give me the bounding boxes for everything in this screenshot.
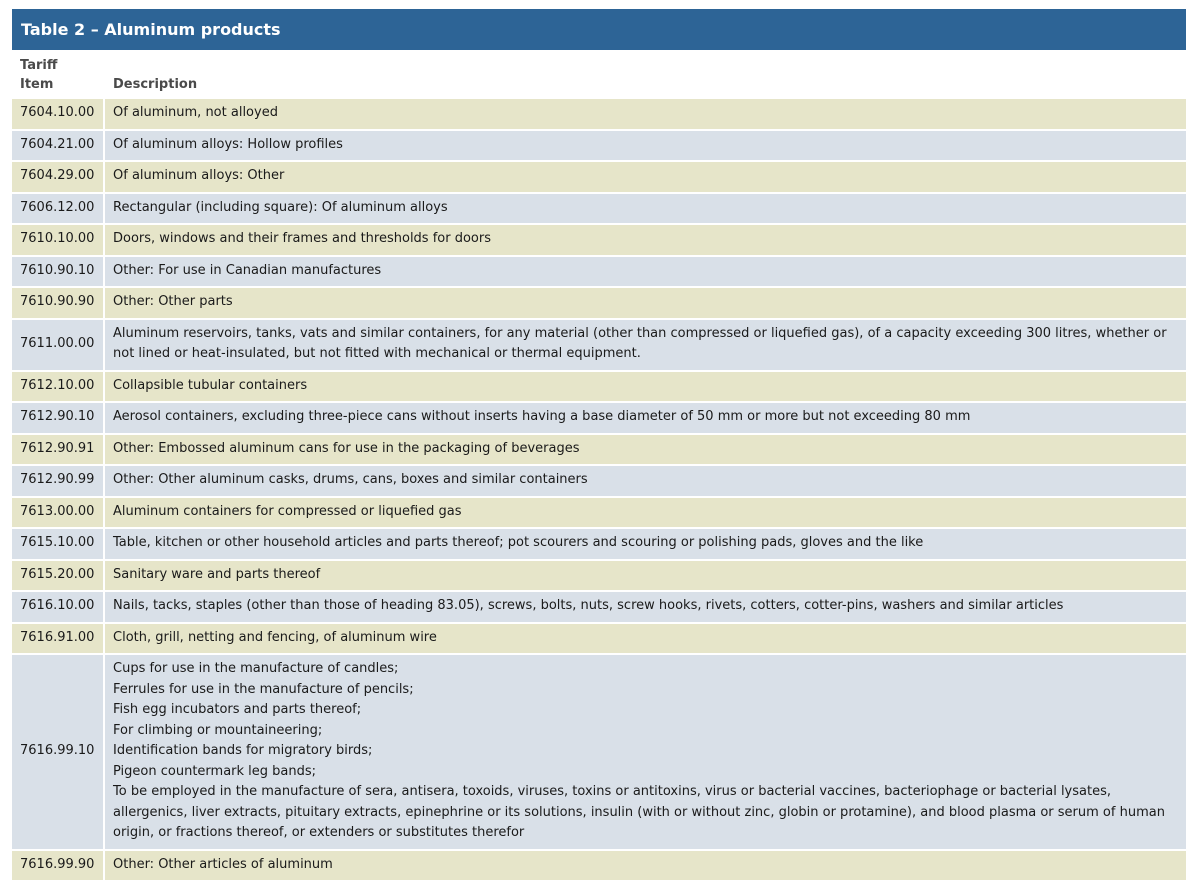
tariff-item-cell: 7606.12.00 xyxy=(12,194,105,226)
description-cell xyxy=(105,225,1186,257)
description-line: Table, kitchen or other household articles and parts thereof; pot scourers and scouring or polishing pads, gloves and the like xyxy=(113,533,1178,554)
table-row xyxy=(12,162,1186,194)
description-line: Aluminum reservoirs, tanks, vats and similar containers, for any material (other than compressed or liquefied gas), of a capacity exceeding 300 litres, whether or not lined or heat-insulated, but not fitted with mechanical or thermal equipment. xyxy=(113,324,1178,365)
tariff-item-cell: 7610.90.90 xyxy=(12,288,105,320)
description-cell xyxy=(105,592,1186,624)
description-line: Doors, windows and their frames and thresholds for doors xyxy=(113,229,1178,250)
table-row xyxy=(12,320,1186,372)
description-line: Rectangular (including square): Of aluminum alloys xyxy=(113,198,1178,219)
table-row xyxy=(12,131,1186,163)
tariff-item-cell: 7616.10.00 xyxy=(12,592,105,624)
description-cell xyxy=(105,194,1186,226)
description-line: Other: Embossed aluminum cans for use in the packaging of beverages xyxy=(113,439,1178,460)
table-row xyxy=(12,498,1186,530)
description-line: Aluminum containers for compressed or liquefied gas xyxy=(113,502,1178,523)
description-line: Other: Other parts xyxy=(113,292,1178,313)
tariff-item-cell: 7615.10.00 xyxy=(12,529,105,561)
table-caption: Table 2 – Aluminum products xyxy=(12,9,1186,50)
description-line: Of aluminum, not alloyed xyxy=(113,103,1178,124)
description-line: Cloth, grill, netting and fencing, of aluminum wire xyxy=(113,628,1178,649)
description-line: Pigeon countermark leg bands; xyxy=(113,762,1178,783)
description-cell xyxy=(105,529,1186,561)
table-row xyxy=(12,529,1186,561)
description-cell xyxy=(105,162,1186,194)
table-row xyxy=(12,372,1186,404)
description-cell xyxy=(105,851,1186,882)
description-line: Sanitary ware and parts thereof xyxy=(113,565,1178,586)
tariff-item-cell: 7612.90.10 xyxy=(12,403,105,435)
description-line: Aerosol containers, excluding three-piece cans without inserts having a base diameter of 50 mm or more but not exceeding 80 mm xyxy=(113,407,1178,428)
description-cell xyxy=(105,624,1186,656)
table-body xyxy=(12,99,1186,882)
table-row xyxy=(12,288,1186,320)
table-row xyxy=(12,466,1186,498)
tariff-item-cell: 7616.99.10 xyxy=(12,655,105,851)
tariff-item-cell: 7604.29.00 xyxy=(12,162,105,194)
description-cell xyxy=(105,498,1186,530)
table-row xyxy=(12,624,1186,656)
description-cell xyxy=(105,372,1186,404)
tariff-item-cell: 7604.10.00 xyxy=(12,99,105,131)
description-cell xyxy=(105,655,1186,851)
tariff-item-cell: 7610.10.00 xyxy=(12,225,105,257)
header-description: Description xyxy=(105,50,1186,99)
table-row xyxy=(12,99,1186,131)
description-line: Of aluminum alloys: Other xyxy=(113,166,1178,187)
description-cell xyxy=(105,257,1186,289)
description-line: Other: Other articles of aluminum xyxy=(113,855,1178,876)
tariff-item-cell: 7612.10.00 xyxy=(12,372,105,404)
header-tariff-item xyxy=(12,50,105,99)
table-row xyxy=(12,225,1186,257)
tariff-item-cell: 7611.00.00 xyxy=(12,320,105,372)
description-line: For climbing or mountaineering; xyxy=(113,721,1178,742)
description-line: Other: For use in Canadian manufactures xyxy=(113,261,1178,282)
tariff-item-cell: 7616.91.00 xyxy=(12,624,105,656)
description-cell xyxy=(105,561,1186,593)
table-row xyxy=(12,435,1186,467)
description-line: Identification bands for migratory birds; xyxy=(113,741,1178,762)
tariff-item-cell: 7610.90.10 xyxy=(12,257,105,289)
description-line: Cups for use in the manufacture of candles; xyxy=(113,659,1178,680)
table-container xyxy=(12,9,1186,882)
description-cell xyxy=(105,288,1186,320)
tariff-item-cell: 7615.20.00 xyxy=(12,561,105,593)
tariff-item-cell: 7616.99.90 xyxy=(12,851,105,882)
description-line: Collapsible tubular containers xyxy=(113,376,1178,397)
description-cell xyxy=(105,131,1186,163)
description-cell xyxy=(105,99,1186,131)
description-line: Other: Other aluminum casks, drums, cans, boxes and similar containers xyxy=(113,470,1178,491)
description-line: To be employed in the manufacture of sera, antisera, toxoids, viruses, toxins or antitoxins, virus or bacterial vaccines, bacteriophage or bacterial lysates, allergenics, liver extracts, pituitary extracts, epinephrine or its solutions, insulin (with or without zinc, globin or protamine), and blood plasma or serum of human origin, or fractions thereof, or extenders or substitutes therefor xyxy=(113,782,1178,844)
table-row xyxy=(12,561,1186,593)
table-row xyxy=(12,194,1186,226)
table-row xyxy=(12,851,1186,882)
tariff-item-cell: 7613.00.00 xyxy=(12,498,105,530)
header-tariff-item-line1: Tariff xyxy=(20,56,97,75)
description-cell xyxy=(105,403,1186,435)
table-row xyxy=(12,403,1186,435)
description-line: Nails, tacks, staples (other than those of heading 83.05), screws, bolts, nuts, screw hooks, rivets, cotters, cotter-pins, washers and similar articles xyxy=(113,596,1178,617)
table-row xyxy=(12,257,1186,289)
table-row xyxy=(12,655,1186,851)
description-line: Ferrules for use in the manufacture of pencils; xyxy=(113,680,1178,701)
table-row xyxy=(12,592,1186,624)
description-cell xyxy=(105,466,1186,498)
tariff-item-cell: 7612.90.91 xyxy=(12,435,105,467)
header-row xyxy=(12,50,1186,99)
description-cell xyxy=(105,320,1186,372)
tariff-item-cell: 7612.90.99 xyxy=(12,466,105,498)
header-tariff-item-line2: Item xyxy=(20,75,97,94)
tariff-table xyxy=(12,50,1186,882)
description-line: Of aluminum alloys: Hollow profiles xyxy=(113,135,1178,156)
description-cell xyxy=(105,435,1186,467)
tariff-item-cell: 7604.21.00 xyxy=(12,131,105,163)
description-line: Fish egg incubators and parts thereof; xyxy=(113,700,1178,721)
